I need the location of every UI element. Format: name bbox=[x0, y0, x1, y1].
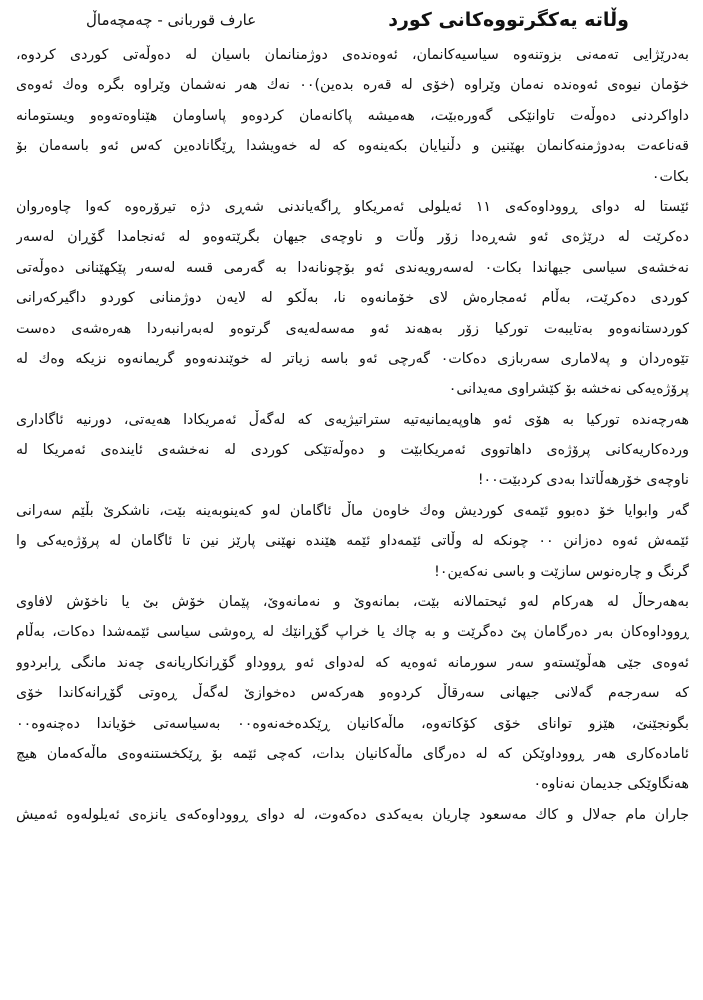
text-line: گەر وابوایا خۆ دەبوو ئێمەی کوردیش وەك خاوەن ماڵ ئاگامان لەو کەینوبەینە بێت، ناشکرێ بڵێم سەرانی bbox=[16, 502, 689, 519]
text-line: بگونجێنێ، هێزو توانای خۆی کۆکاتەوە، ماڵەکانیان ڕێکدەخەنەوە٠٠ بەسیاسەتی خۆیاندا دەچنەوە٠٠ bbox=[16, 715, 689, 732]
text-line: کوردستانەوەو بەتایبەت تورکیا زۆر بەهەند ئەو مەسەلەیەی گرتوەو لەبەرانبەردا هەرەشەی دەست bbox=[16, 320, 689, 337]
text-line: کوردی دەکرێت، بەڵام ئەمجارەش لای خۆمانەوە نا، بەڵکو لە لایەن دوژمنانی کوردو داگیرکەرانی bbox=[16, 290, 689, 307]
text-line: پرۆژەیەکی نەخشە بۆ کێشراوی مەیدانی٠ bbox=[448, 381, 689, 398]
text-line: بکات٠ bbox=[651, 168, 689, 185]
text-line: گرنگ و چارەنوس سازێت و باسی نەکەین٠! bbox=[434, 563, 689, 580]
text-line: قەناعەت بەدوژمنەکانمان بهێنین و دڵنیایان بکەینەوە کە لە خەویشدا ڕێگانادەین کەس ئەو باسەمان بۆ bbox=[16, 138, 689, 155]
text-line: کە سەرجەم گەلانی جیهانی سەرقاڵ کردوەو هەرکەس دەخوازێ لەگەڵ ڕەوتی گۆڕانەکاندا خۆی bbox=[16, 685, 689, 702]
text-line: ئامادەکاری هەر ڕووداوێکن کە لە دەرگای ماڵەکانیان بدات، کەچی ئێمە بۆ ڕێکخستنەوەی ماڵەکەمان هیچ bbox=[16, 745, 689, 762]
article-body bbox=[16, 40, 689, 830]
text-line: هەرچەندە تورکیا بە هۆی ئەو هاوپەیمانیەتیە ستراتیژیەی کە لەگەڵ ئەمریکادا هەیەتی، دورنیە ئاگاداری bbox=[16, 411, 689, 428]
text-line: ناوچەی خۆرهەڵاتدا بەدی کردبێت٠٠! bbox=[477, 472, 689, 489]
text-line: خۆمان نیوەی ئەوەندە نەمان وێراوە (خۆی لە قەرە بدەین)٠٠ نەك هەر نەشمان وێراوە بگرە وەك ئەوەی bbox=[16, 77, 689, 94]
text-line: ئەوەی جێی هەڵوێستەو سەر سورمانە ئەوەیە کە لەدوای ئەو ڕووداو گۆڕانکاریانەی چەند مانگی ڕابردوو bbox=[16, 654, 689, 671]
text-line: بەدرێژایی تەمەنی بزوتنەوە سیاسیەکانمان، ئەوەندەی دوژمنانمان باسیان لە دەوڵەتی کوردی کردوە، bbox=[16, 47, 689, 63]
text-line: ئێستا لە دوای ڕووداوەکەی ١١ ئەیلولی ئەمریکاو ڕاگەیاندنی شەڕی دژە تیرۆرەوە کەوا چاوەروان bbox=[16, 198, 689, 215]
text-line: هەنگاوێکی جدیمان نەناوە٠ bbox=[533, 776, 689, 793]
text-line: وردەکاریەکانی پرۆژەی داهاتووی ئەمریکابێت و دەوڵەتێکی کوردی لە نەخشەی ئایندەی ئەمریکا لە bbox=[16, 442, 689, 459]
author-line: عارف قوربانی - چەمچەماڵ bbox=[86, 11, 257, 29]
text-line: دەکرێت لە درێژەی ئەو شەڕەدا زۆر وڵات و ناوچەی جیهان بگرێتەوەو لە ئەنجامدا گۆڕان لەسەر bbox=[16, 229, 689, 246]
text-line: داواکردنی دەوڵەت تاوانێکی گەورەبێت، هەمیشە پاکانەمان کردوەو پاساومان هێناوەتەوەو ویستومانە bbox=[16, 107, 689, 124]
article-title: وڵاتە یەکگرتووەکانی کورد bbox=[388, 9, 629, 31]
text-line: تێوەردان و پەلاماری سەربازی دەکات٠ گەرچی ئەو باسە زیاتر لە خوێندنەوەو گریمانەوە نزیکە وەك لە bbox=[16, 350, 689, 367]
text-line: ئێمەش ئەوە دەزانن ٠٠ چونکە لە وڵاتی ئێمەداو ئێمە هێندە نهێنی پارێز نین تا ئاگامان لە پرۆژەیەکی وا bbox=[16, 533, 689, 550]
document-header bbox=[16, 0, 689, 40]
text-line: جاران مام جەلال و کاك مەسعود چاریان بەیەکدی دەکەوت، لە دوای ڕووداوەکەی یانزەی ئەیلولەوە ئەمیش bbox=[16, 806, 689, 823]
text-line: نەخشەی سیاسی جیهاندا بکات٠ لەسەرویەندی ئەو بۆچونانەدا بە گەرمی قسە لەسەر پێکهێنانی دەوڵەتی bbox=[16, 259, 689, 276]
text-line: ڕووداوەکان بەر دەرگامان پێ دەگرێت و بە چاك یا خراپ گۆڕانێك لە ڕەوشی سیاسی ئێمەشدا دەکات، بەڵام bbox=[16, 624, 689, 641]
text-line: بەهەرحاڵ لە هەرکام لەو ئیحتمالانە بێت، بمانەوێ و نەمانەوێ، پێمان خۆش بێ یا ناخۆش لافاوی bbox=[16, 594, 689, 611]
